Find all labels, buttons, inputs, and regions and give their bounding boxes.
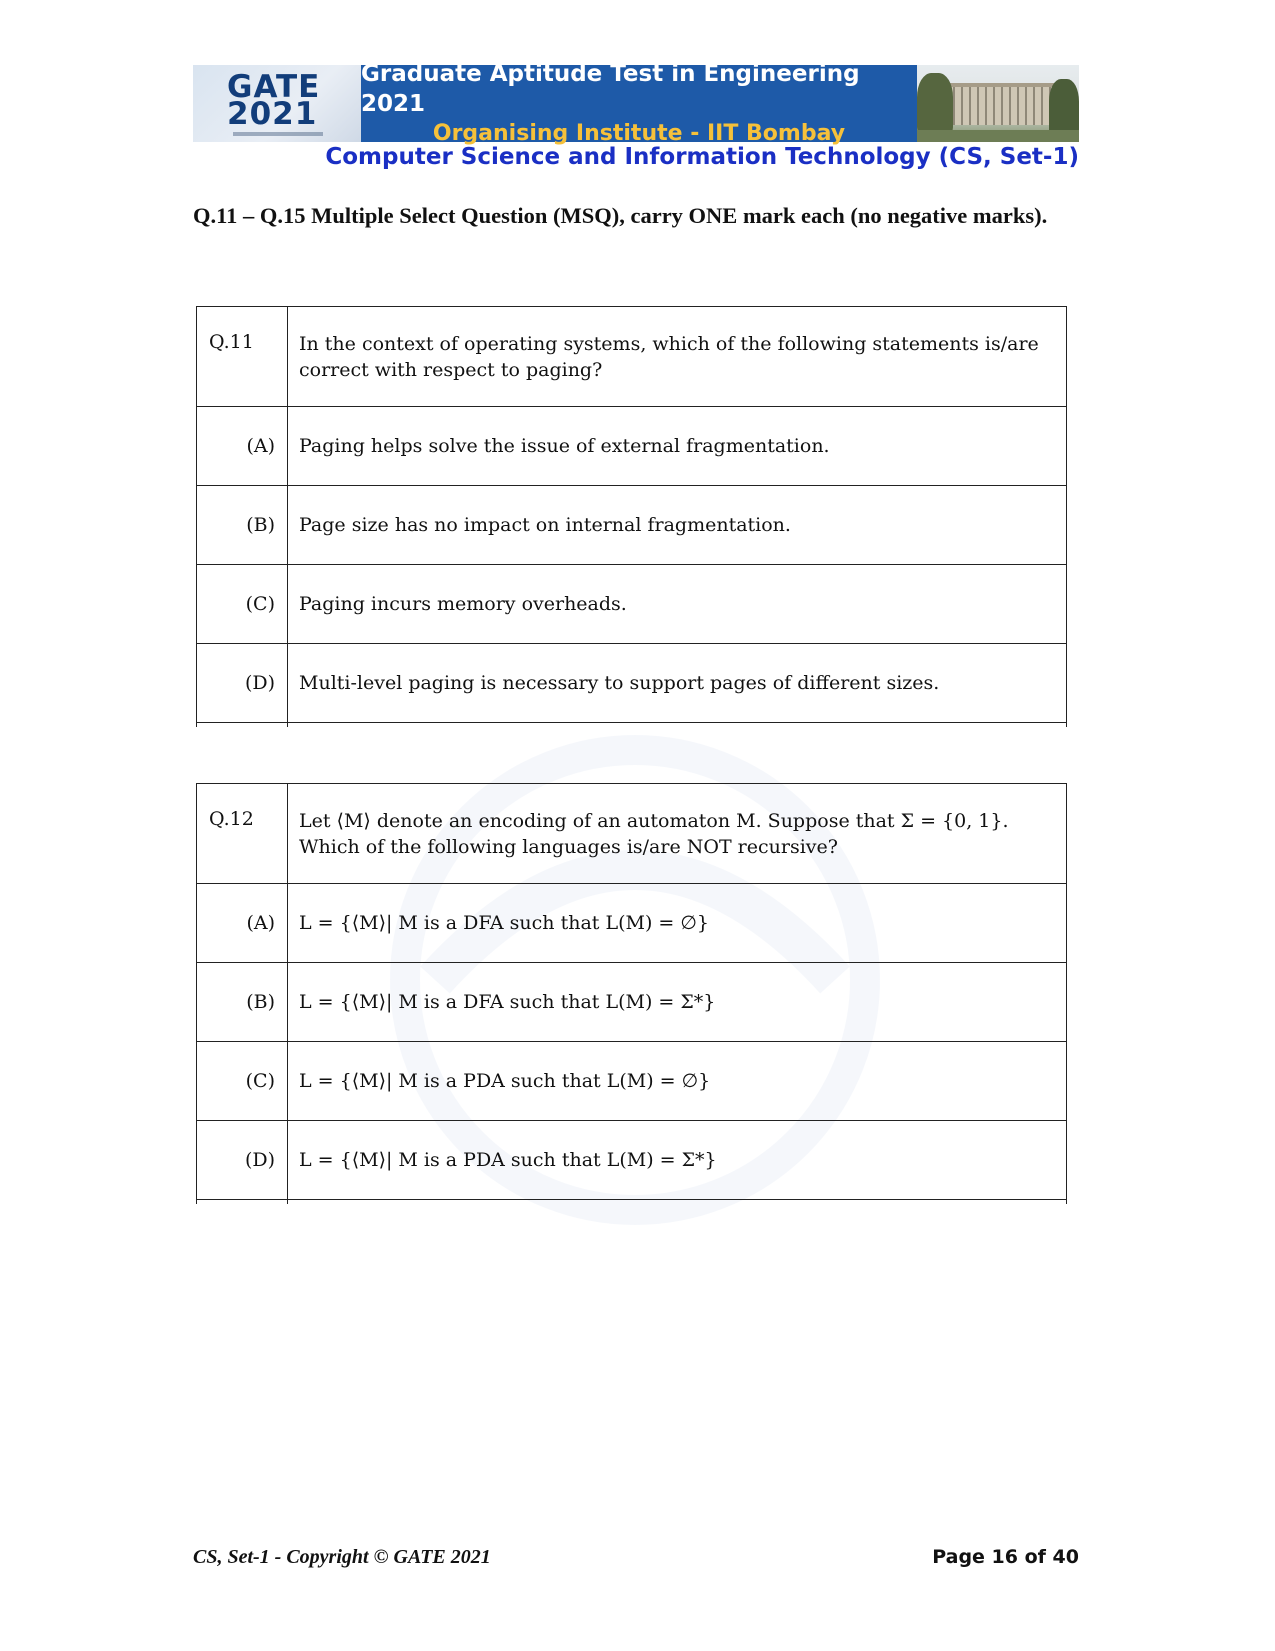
ground xyxy=(917,130,1079,142)
section-heading: Q.11 – Q.15 Multiple Select Question (MSQ), carry ONE mark each (no negative marks). xyxy=(193,203,1048,228)
question-number: Q.11 xyxy=(197,307,288,407)
logo-tagline-decoration xyxy=(233,132,323,136)
building-facade xyxy=(947,87,1057,125)
option-label: (A) xyxy=(197,407,288,486)
banner-title: Graduate Aptitude Test in Engineering 2021 xyxy=(361,60,860,117)
option-row-c xyxy=(197,565,1067,644)
question-row xyxy=(197,784,1067,884)
option-text: Paging incurs memory overheads. xyxy=(288,565,1067,644)
option-label: (B) xyxy=(197,963,288,1042)
option-text: Multi-level paging is necessary to support pages of different sizes. xyxy=(288,644,1067,723)
question-text: In the context of operating systems, which of the following statements is/are correct with respect to paging? xyxy=(288,307,1067,407)
banner-subtitle: Organising Institute - IIT Bombay xyxy=(432,120,846,146)
option-label: (A) xyxy=(197,884,288,963)
footer-page-number: Page 16 of 40 xyxy=(932,1546,1079,1568)
option-label: (D) xyxy=(197,644,288,723)
option-row-b xyxy=(197,486,1067,565)
tree-left xyxy=(917,73,953,133)
option-label: (C) xyxy=(197,565,288,644)
tail-cell xyxy=(197,723,288,728)
gate-logo xyxy=(193,65,361,142)
option-row-b xyxy=(197,963,1067,1042)
header-banner xyxy=(193,60,1079,146)
option-row-d xyxy=(197,1121,1067,1200)
question-table-q12 xyxy=(196,783,1067,1204)
tail-cell xyxy=(197,1200,288,1205)
question-table-q11 xyxy=(196,306,1067,727)
option-text: L = {⟨M⟩| M is a DFA such that L(M) = ∅} xyxy=(288,884,1067,963)
table-tail xyxy=(197,1200,1067,1205)
question-row xyxy=(197,307,1067,407)
option-text: L = {⟨M⟩| M is a DFA such that L(M) = Σ*} xyxy=(288,963,1067,1042)
option-label: (C) xyxy=(197,1042,288,1121)
footer-copyright: CS, Set-1 - Copyright © GATE 2021 xyxy=(193,1546,491,1568)
option-row-a xyxy=(197,407,1067,486)
option-text: Page size has no impact on internal fragmentation. xyxy=(288,486,1067,565)
tail-cell xyxy=(288,723,1067,728)
logo-text-gate: GATE xyxy=(227,69,321,105)
institute-photo xyxy=(917,65,1079,142)
option-row-a xyxy=(197,884,1067,963)
table-tail xyxy=(197,723,1067,728)
option-text: Paging helps solve the issue of external fragmentation. xyxy=(288,407,1067,486)
tree-right xyxy=(1049,79,1079,135)
tail-cell xyxy=(288,1200,1067,1205)
option-text: L = {⟨M⟩| M is a PDA such that L(M) = Σ*} xyxy=(288,1121,1067,1200)
option-row-d xyxy=(197,644,1067,723)
option-label: (D) xyxy=(197,1121,288,1200)
banner-title-box xyxy=(361,60,917,146)
option-label: (B) xyxy=(197,486,288,565)
subject-title: Computer Science and Information Technology (CS, Set-1) xyxy=(325,144,1079,170)
question-text: Let ⟨M⟩ denote an encoding of an automaton M. Suppose that Σ = {0, 1}. Which of the following languages is/are NOT recursive? xyxy=(288,784,1067,884)
option-row-c xyxy=(197,1042,1067,1121)
question-number: Q.12 xyxy=(197,784,288,884)
logo-text-year: 2021 xyxy=(227,96,318,132)
option-text: L = {⟨M⟩| M is a PDA such that L(M) = ∅} xyxy=(288,1042,1067,1121)
